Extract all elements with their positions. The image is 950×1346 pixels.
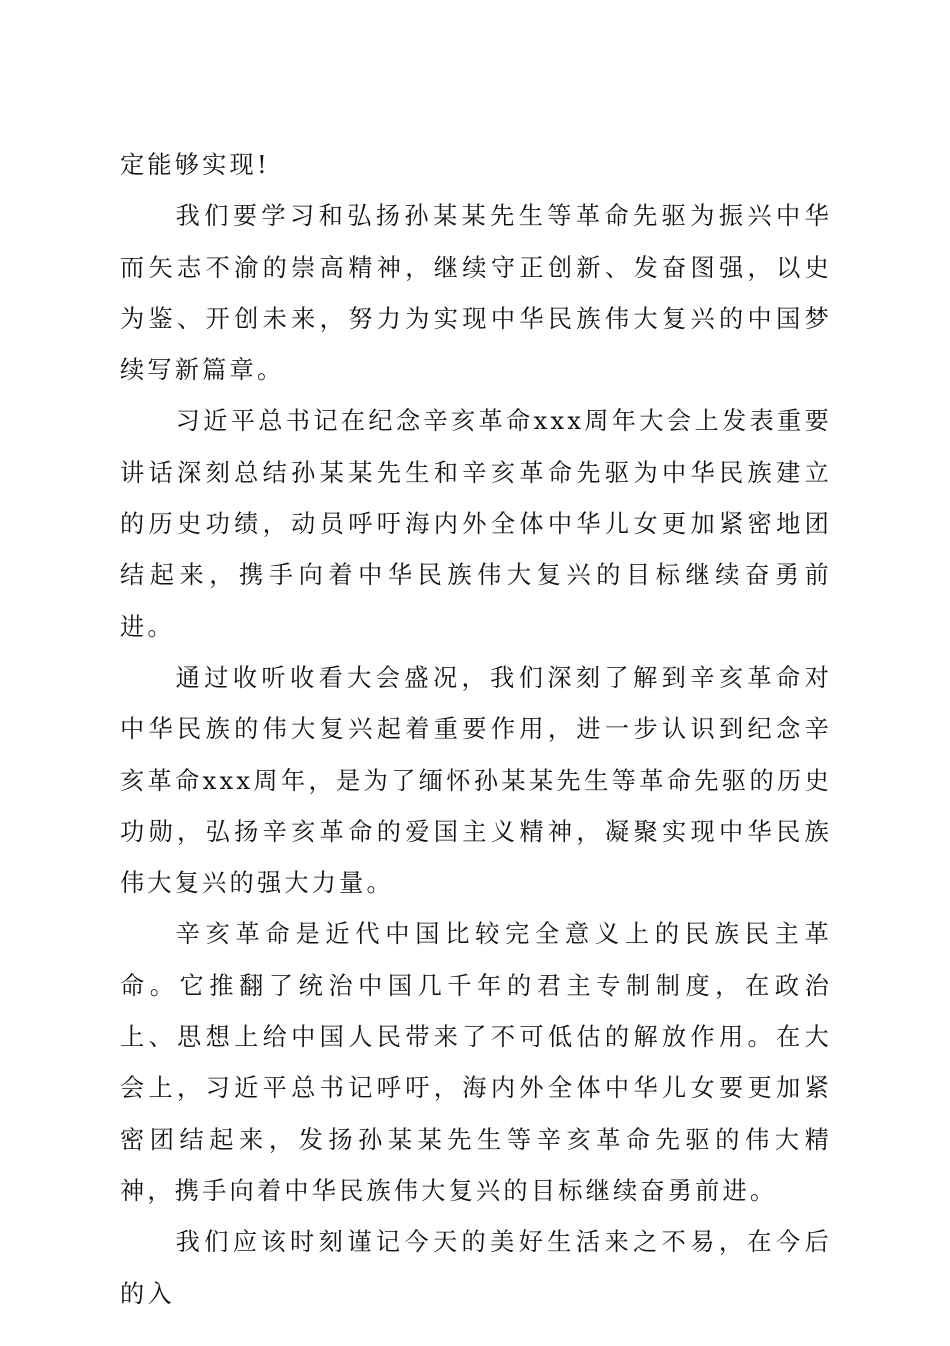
document-body (120, 140, 832, 1320)
paragraph-continuation: 定能够实现! (120, 151, 270, 179)
paragraph-revolution-nature: 辛亥革命是近代中国比较完全意义上的民族民主革命。它推翻了统治中国几千年的君主专制制度，在政治上、思想上给中国人民带来了不可低估的解放作用。在大会上，习近平总书记呼吁，海内外全体中华儿女要更加紧密团结起来，发扬孙某某先生等辛亥革命先驱的伟大精神，携手向着中华民族伟大复兴的目标继续奋勇前进。 (120, 920, 832, 1205)
paragraph-learn-spirit: 我们要学习和弘扬孙某某先生等革命先驱为振兴中华而矢志不渝的崇高精神，继续守正创新、发奋图强，以史为鉴、开创未来，努力为实现中华民族伟大复兴的中国梦续写新篇章。 (120, 202, 832, 385)
paragraph-speech-summary: 习近平总书记在纪念辛亥革命xxx周年大会上发表重要讲话深刻总结孙某某先生和辛亥革命先驱为中华民族建立的历史功绩，动员呼吁海内外全体中华儿女更加紧密地团结起来，携手向着中华民族伟大复兴的目标继续奋勇前进。 (120, 407, 832, 641)
paragraph-significance: 通过收听收看大会盛况，我们深刻了解到辛亥革命对中华民族的伟大复兴起着重要作用，进一步认识到纪念辛亥革命xxx周年，是为了缅怀孙某某先生等革命先驱的历史功勋，弘扬辛亥革命的爱国主义精神，凝聚实现中华民族伟大复兴的强大力量。 (120, 663, 832, 898)
paragraph-closing-partial: 我们应该时刻谨记今天的美好生活来之不易，在今后的入 (120, 1228, 832, 1308)
